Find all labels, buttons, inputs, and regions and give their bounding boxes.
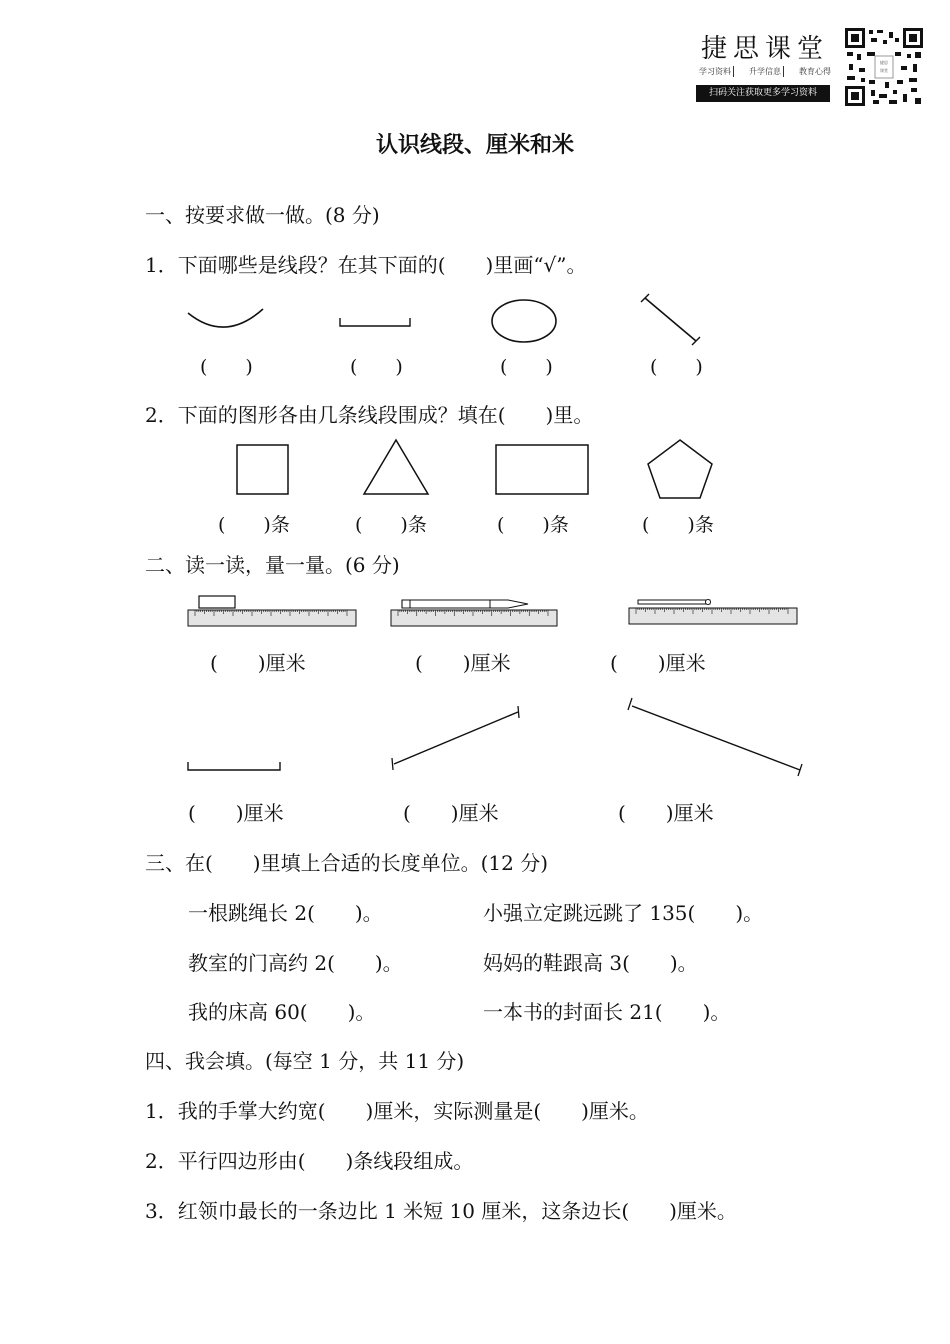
section-3-heading: 三、在( )里填上合适的长度单位。(12 分)	[145, 851, 549, 875]
figure-square	[236, 444, 290, 496]
fill-item[interactable]: 1．我的手掌大约宽( )厘米，实际测量是( )厘米。	[145, 1099, 649, 1123]
fill-item[interactable]: 教室的门高约 2( )。	[188, 951, 403, 975]
fill-item[interactable]: 一本书的封面长 21( )。	[483, 1000, 731, 1024]
brand-name: 捷思课堂	[700, 34, 829, 64]
ruler-body	[391, 610, 557, 626]
ruler-with-pen	[390, 592, 560, 630]
fill-item[interactable]: 一根跳绳长 2( )。	[188, 901, 383, 925]
figure-curve	[185, 305, 270, 340]
answer-blank[interactable]: ( )厘米	[618, 801, 714, 825]
answer-blank[interactable]: ( )	[350, 356, 403, 378]
answer-blank[interactable]: ( )厘米	[610, 651, 706, 675]
answer-blank[interactable]: ( )厘米	[415, 651, 511, 675]
ruler-body	[629, 608, 797, 624]
section-1-heading: 一、按要求做一做。(8 分)	[145, 203, 380, 227]
answer-blank[interactable]: ( )厘米	[210, 651, 306, 675]
segment-rising	[390, 704, 524, 770]
figure-rectangle	[495, 444, 590, 496]
figure-slanted-segment	[640, 294, 704, 348]
section-2-heading: 二、读一读，量一量。(6 分)	[145, 553, 400, 577]
fill-item[interactable]: 3．红领巾最长的一条边比 1 米短 10 厘米，这条边长( )厘米。	[145, 1199, 737, 1223]
question-1-1: 1．下面哪些是线段？在其下面的( )里画“√”。	[145, 253, 587, 277]
pen-object	[402, 600, 528, 608]
eraser-object	[199, 596, 235, 608]
ruler-with-stick	[628, 596, 800, 630]
ruler-body	[188, 610, 356, 626]
fill-item[interactable]: 我的床高 60( )。	[188, 1000, 376, 1024]
stick-object	[638, 600, 710, 604]
answer-blank[interactable]: ( )条	[642, 514, 714, 536]
figure-pentagon	[646, 438, 714, 500]
page-title: 认识线段、厘米和米	[375, 133, 574, 158]
segment-falling	[626, 696, 806, 776]
answer-blank[interactable]: ( )	[650, 356, 703, 378]
brand-tag: 升学信息	[747, 66, 784, 77]
ruler-with-eraser	[187, 596, 359, 630]
answer-blank[interactable]: ( )条	[355, 514, 427, 536]
qr-code-icon[interactable]	[845, 28, 923, 106]
fill-item[interactable]: 妈妈的鞋跟高 3( )。	[483, 951, 698, 975]
answer-blank[interactable]: ( )条	[497, 514, 569, 536]
answer-blank[interactable]: ( )	[500, 356, 553, 378]
figure-segment	[338, 316, 414, 330]
answer-blank[interactable]: ( )厘米	[403, 801, 499, 825]
question-1-2: 2．下面的图形各由几条线段围成？填在( )里。	[145, 403, 594, 427]
brand-slogan: 扫码关注获取更多学习资料	[696, 85, 830, 102]
figure-ellipse	[490, 297, 560, 347]
figure-triangle	[362, 438, 430, 496]
brand-tag: 教育心得	[799, 67, 831, 76]
brand-tag: 学习资料	[697, 66, 734, 77]
answer-blank[interactable]: ( )	[200, 356, 253, 378]
svg-text:课堂: 课堂	[880, 68, 888, 73]
answer-blank[interactable]: ( )厘米	[188, 801, 284, 825]
brand-tags	[697, 66, 833, 77]
section-4-heading: 四、我会填。(每空 1 分，共 11 分)	[145, 1049, 465, 1073]
fill-item[interactable]: 小强立定跳远跳了 135( )。	[483, 901, 764, 925]
segment-horizontal	[186, 760, 284, 774]
fill-item[interactable]: 2．平行四边形由( )条线段组成。	[145, 1149, 474, 1173]
answer-blank[interactable]: ( )条	[218, 514, 290, 536]
svg-text:捷思: 捷思	[880, 60, 888, 65]
